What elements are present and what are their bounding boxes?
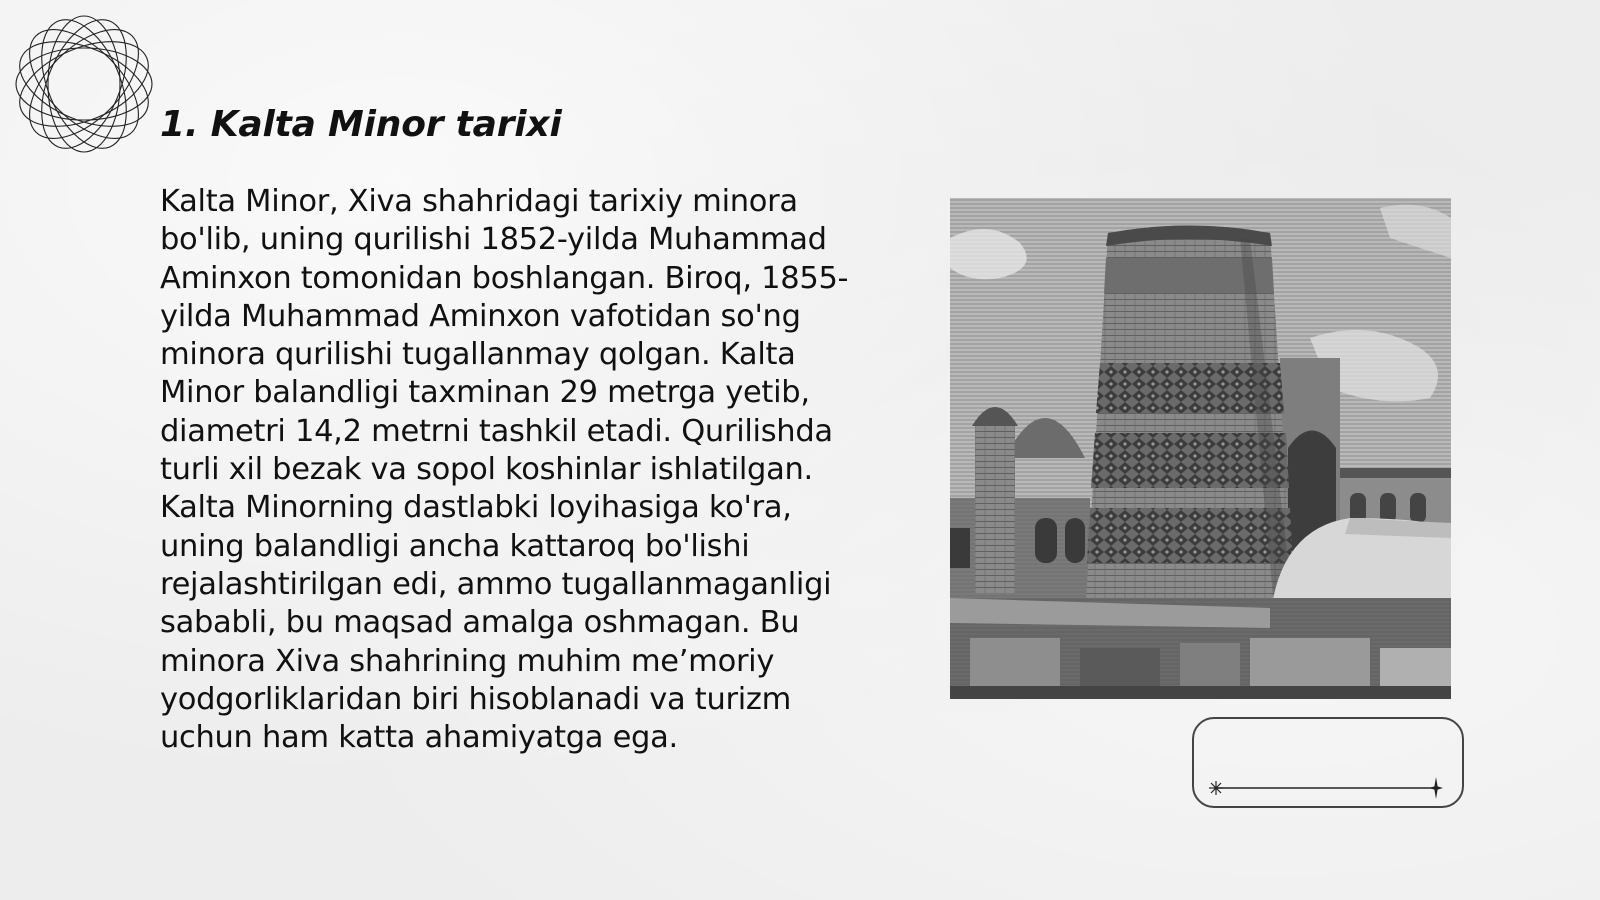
geometric-rosette-icon [10, 10, 158, 158]
star-icon [1429, 777, 1443, 799]
sparkle-icon [1209, 781, 1223, 795]
body-paragraph: Kalta Minor, Xiva shahridagi tarixiy minora bo'lib, uning qurilishi 1852-yilda Muhammad Aminxon tomonidan boshlangan. Biroq, 1855-yilda Muhammad Aminxon vafotidan so'ng minora qurilishi tugallanmay qolgan. Kalta Minor balandligi taxminan 29 metrga yetib, diametri 14,2 metrni tashkil etadi. Qurilishda turli xil bezak va sopol koshinlar ishlatilgan. Kalta Minorning dastlabki loyihasiga ko'ra, uning balandligi ancha kattaroq bo'lishi rejalashtirilgan edi, ammo tugallanmaganligi sababli, bu maqsad amalga oshmagan. Bu minora Xiva shahrining muhim me’moriy yodgorliklaridan biri hisoblanadi va turizm uchun ham katta ahamiyatga ega. [160, 184, 849, 756]
kalta-minor-image [950, 198, 1451, 699]
slide-title: 1. Kalta Minor tarixi [160, 104, 562, 145]
decorative-line [1206, 776, 1444, 800]
